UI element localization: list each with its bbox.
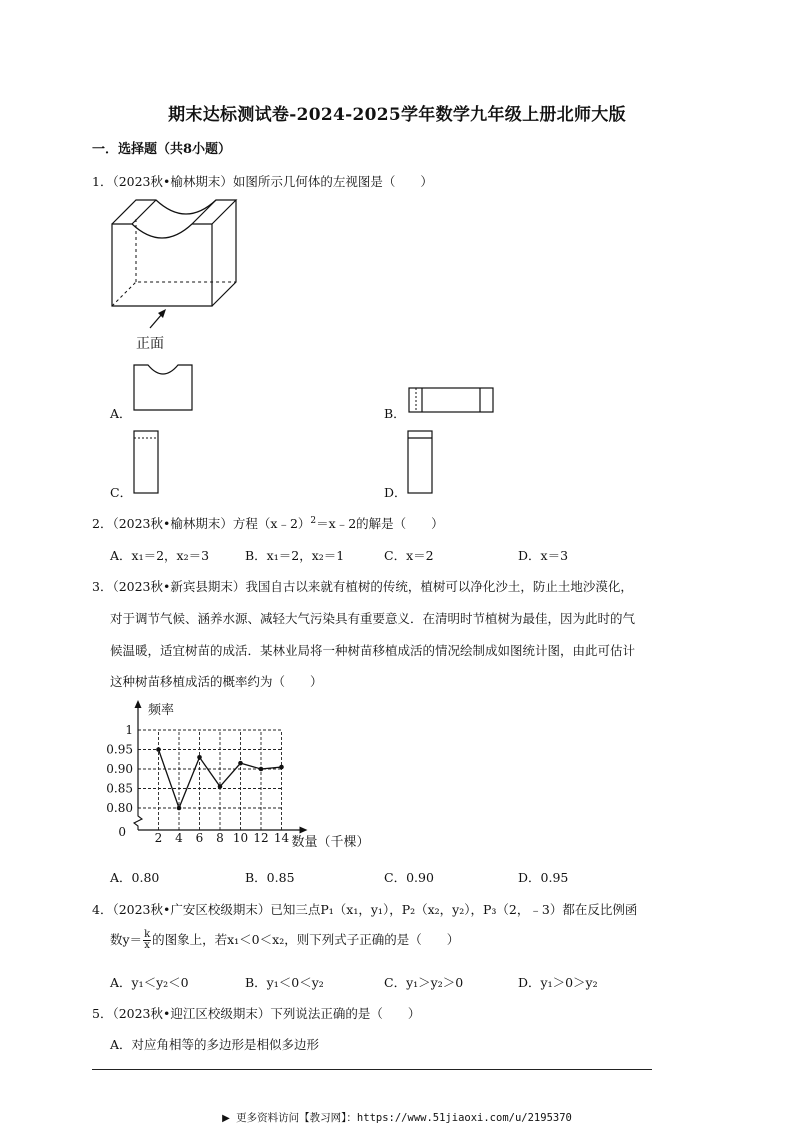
footer[interactable] xyxy=(0,1110,794,1125)
x-tick-label: 10 xyxy=(232,831,249,845)
formula-suffix: 的图象上，若x₁＜0＜x₂，则下列式子正确的是（ ） xyxy=(152,932,460,947)
question-text: 方程（x﹣2） xyxy=(232,516,311,531)
question-source: （2023秋•迎江区校级期末） xyxy=(112,1006,271,1021)
x-tick-label: 12 xyxy=(253,831,269,845)
y-axis-break xyxy=(134,808,142,830)
question-source: （2023秋•广安区校级期末） xyxy=(112,902,271,917)
question-3-line-4: 这种树苗移植成活的概率约为（ ） xyxy=(110,674,323,689)
q4-option-c[interactable]: C．y₁＞y₂＞0 xyxy=(384,975,464,990)
x-tick-label: 8 xyxy=(216,831,224,845)
option-b-figure xyxy=(408,387,496,415)
q2-option-c[interactable]: C．x＝2 xyxy=(384,548,434,563)
question-text: 如图所示几何体的左视图是（ ） xyxy=(232,174,433,189)
q1-option-c[interactable]: C． xyxy=(110,485,133,500)
question-source: （2023秋•榆林期末） xyxy=(112,516,233,531)
origin-label: 0 xyxy=(118,825,126,839)
question-number: 5． xyxy=(92,1006,113,1021)
front-face xyxy=(112,224,212,306)
data-point xyxy=(177,806,182,811)
question-number: 4． xyxy=(92,902,113,917)
y-tick-label: 1 xyxy=(125,723,133,737)
arrow-icon xyxy=(150,309,166,328)
x-tick-label: 6 xyxy=(195,831,204,845)
q2-option-a[interactable]: A．x₁＝2，x₂＝3 xyxy=(110,548,210,563)
y-tick-label: 0.95 xyxy=(106,742,133,757)
top-edges xyxy=(112,200,236,224)
data-point xyxy=(279,765,284,770)
question-5 xyxy=(92,1004,420,1022)
q3-option-d[interactable]: D．0.95 xyxy=(518,870,569,885)
y-axis-label: 频率 xyxy=(148,703,175,718)
x-axis-label: 数量（千棵） xyxy=(291,835,370,850)
question-1 xyxy=(92,172,433,190)
q1-option-a[interactable]: A． xyxy=(110,406,132,421)
question-2 xyxy=(92,514,444,532)
formula-prefix: 数y＝ xyxy=(110,932,143,947)
right-face xyxy=(212,200,236,306)
q2-option-b[interactable]: B．x₁＝2，x₂＝1 xyxy=(245,548,345,563)
question-3-line-3: 候温暖，适宜树苗的成活．某林业局将一种树苗移植成活的情况绘制成如图统计图，由此可估计 xyxy=(110,643,636,658)
data-point xyxy=(218,784,223,789)
flag-icon: ▶ xyxy=(222,1113,230,1124)
q4-option-d[interactable]: D．y₁＞0＞y₂ xyxy=(518,975,598,990)
question-4-line-2 xyxy=(110,930,459,951)
front-label: 正面 xyxy=(136,336,164,352)
x-axis-arrow xyxy=(300,827,308,834)
question-text-tail: ＝x﹣2的解是（ ） xyxy=(316,516,444,531)
q1-option-b[interactable]: B． xyxy=(384,406,406,421)
fraction-numerator: k xyxy=(144,929,151,940)
solid-figure xyxy=(100,196,250,361)
question-4 xyxy=(92,900,637,918)
q3-option-b[interactable]: B．0.85 xyxy=(245,870,295,885)
question-number: 3． xyxy=(92,579,113,594)
question-number: 1． xyxy=(92,174,113,189)
y-tick-label: 0.80 xyxy=(106,801,133,815)
q5-option-a[interactable]: A．对应角相等的多边形是相似多边形 xyxy=(110,1037,320,1052)
option-c-figure xyxy=(133,430,161,496)
question-text: 已知三点P₁（x₁，y₁），P₂（x₂，y₂），P₃（2，﹣3）都在反比例函 xyxy=(270,902,638,917)
y-axis-arrow xyxy=(135,700,142,708)
question-text: 我国自古以来就有植树的传统，植树可以净化沙土，防止土地沙漠化， xyxy=(245,579,633,594)
exponent: 2 xyxy=(310,515,317,526)
q4-option-a[interactable]: A．y₁＜y₂＜0 xyxy=(110,975,189,990)
question-text: 下列说法正确的是（ ） xyxy=(270,1006,421,1021)
question-source: （2023秋•新宾县期末） xyxy=(112,579,246,594)
page-title: 期末达标测试卷-2024-2025学年数学九年级上册北师大版 xyxy=(168,105,626,125)
question-3 xyxy=(92,577,633,595)
fraction-denominator: x xyxy=(144,940,150,951)
y-tick-label: 0.90 xyxy=(106,762,133,776)
data-point xyxy=(259,767,264,772)
q2-option-d[interactable]: D．x＝3 xyxy=(518,548,569,563)
data-point xyxy=(197,755,202,760)
q3-option-a[interactable]: A．0.80 xyxy=(110,870,160,885)
q1-option-d[interactable]: D． xyxy=(384,485,407,500)
hidden-edges xyxy=(112,218,236,306)
section-heading: 一．选择题（共8小题） xyxy=(92,142,232,157)
question-3-line-2: 对于调节气候、涵养水源、减轻大气污染具有重要意义．在清明时节植树为最佳，因为此时的气 xyxy=(110,611,636,626)
divider xyxy=(92,1069,652,1070)
question-number: 2． xyxy=(92,516,113,531)
fraction xyxy=(143,930,151,951)
frequency-chart xyxy=(100,698,420,858)
data-point xyxy=(238,761,243,766)
q3-option-c[interactable]: C．0.90 xyxy=(384,870,434,885)
x-tick-label: 14 xyxy=(273,831,290,845)
q4-option-b[interactable]: B．y₁＜0＜y₂ xyxy=(245,975,324,990)
question-source: （2023秋•榆林期末） xyxy=(112,174,233,189)
data-point xyxy=(156,747,161,752)
option-a-figure xyxy=(132,363,196,413)
option-d-figure xyxy=(407,430,435,496)
footer-link[interactable]: 更多资料访问【教习网】：https://www.51jiaoxi.com/u/2195370 xyxy=(236,1112,572,1124)
x-tick-label: 4 xyxy=(175,831,183,845)
y-tick-label: 0.85 xyxy=(106,781,133,796)
x-tick-label: 2 xyxy=(154,831,163,845)
